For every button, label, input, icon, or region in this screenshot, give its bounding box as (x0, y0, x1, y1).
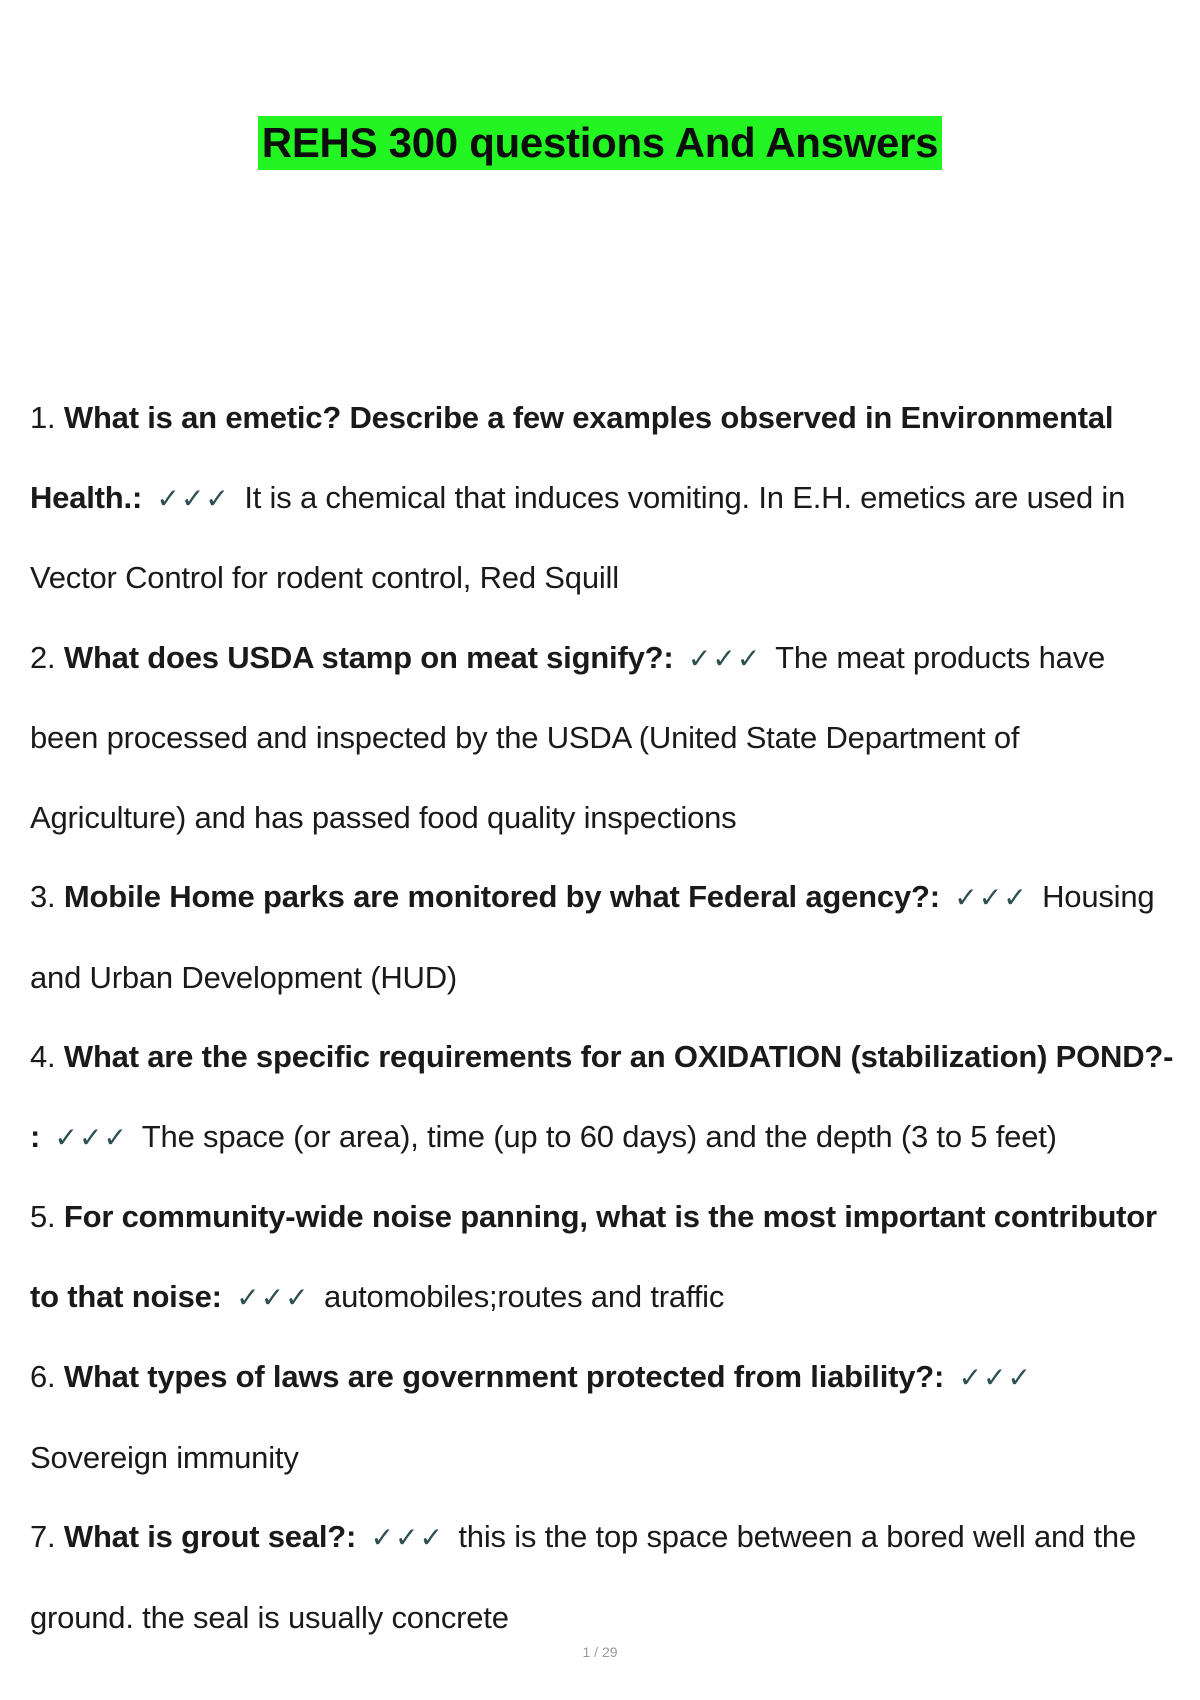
question-number: 4. (30, 1039, 56, 1074)
question-text: What are the specific requirements for an OXIDATION (stabilization) POND?- : (30, 1039, 1174, 1154)
question-text: For community-wide noise panning, what is the most important contributor to that noise: (30, 1199, 1157, 1314)
question-list (30, 378, 1180, 1657)
answer-text: It is a chemical that induces vomiting. In E.H. emetics are used in Vector Control for rodent control, Red Squill (30, 479, 1126, 595)
question-item (30, 378, 1180, 618)
title-container (0, 116, 1200, 170)
question-number: 3. (30, 879, 56, 914)
checkmark-icon: ✓✓✓ (687, 641, 762, 675)
question-text: What types of laws are government protected from liability?: (63, 1359, 945, 1394)
question-number: 1. (30, 400, 56, 435)
page-indicator: 1 / 29 (582, 1644, 618, 1660)
checkmark-icon: ✓✓✓ (54, 1120, 128, 1154)
question-text: What is grout seal?: (63, 1519, 357, 1554)
question-number: 7. (30, 1519, 56, 1554)
question-number: 6. (30, 1359, 56, 1394)
document-title: REHS 300 questions And Answers (258, 116, 942, 170)
question-text: What is an emetic? Describe a few examples observed in Environmental Health.: (30, 400, 1114, 515)
answer-text: The meat products have been processed and inspected by the USDA (United State Department of Agriculture) and has passed food quality inspections (30, 639, 1106, 835)
question-number: 5. (30, 1199, 56, 1234)
checkmark-icon: ✓✓✓ (236, 1280, 310, 1314)
question-text: What does USDA stamp on meat signify?: (63, 639, 674, 675)
answer-text: Sovereign immunity (30, 1439, 299, 1475)
checkmark-icon: ✓✓✓ (954, 881, 1028, 914)
checkmark-icon: ✓✓✓ (370, 1521, 444, 1554)
question-item (30, 618, 1180, 858)
question-text: Mobile Home parks are monitored by what Federal agency?: (63, 879, 940, 914)
question-item (30, 1177, 1180, 1337)
question-number: 2. (30, 639, 56, 675)
answer-text: The space (or area), time (up to 60 days) and the depth (3 to 5 feet) (141, 1118, 1057, 1154)
question-item (30, 857, 1180, 1017)
question-item (30, 1017, 1180, 1177)
answer-text: automobiles;routes and traffic (324, 1278, 725, 1314)
question-item (30, 1337, 1180, 1497)
answer-text: Housing and Urban Development (HUD) (30, 879, 1155, 995)
checkmark-icon: ✓✓✓ (156, 481, 230, 515)
question-item (30, 1497, 1180, 1657)
answer-text: this is the top space between a bored well and the ground. the seal is usually concrete (30, 1519, 1136, 1635)
checkmark-icon: ✓✓✓ (958, 1361, 1032, 1394)
